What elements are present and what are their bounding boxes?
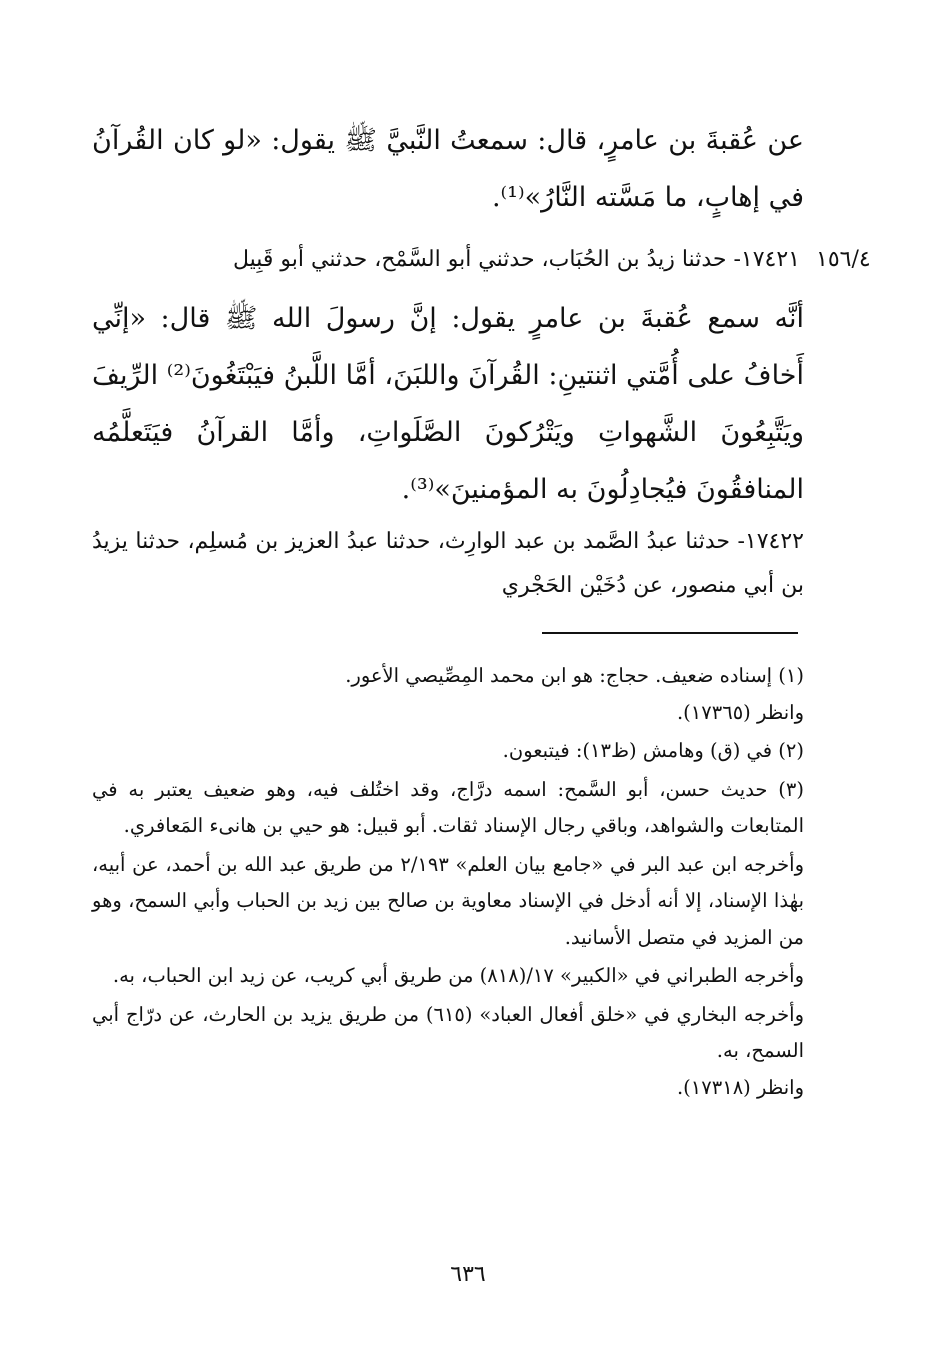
hadith-17421-isnad [100,236,800,284]
footnote-3-tabarani: وأخرجه الطبراني في «الكبير» ١٧/(٨١٨) من طريق أبي كريب، عن زيد ابن الحباب، به. [112,964,804,987]
footnotes [92,658,804,1106]
paragraph: ١٧٤٢٢- حدثنا عبدُ الصَّمد بن عبد الوارِث، حدثنا عبدُ العزيز بن مُسلِم، حدثنا يزيدُ بن أبي منصور، عن دُخَيْن الحَجْري [92,529,804,598]
footnote-3-see-also: وانظر (١٧٣١٨). [676,1075,804,1099]
footnote-1-see-also: وانظر (١٧٣٦٥). [676,700,804,724]
paragraph: ١٧٤٢١- حدثنا زيدُ بن الحُبَاب، حدثني أبو السَّمْح، حدثني أبو قَبِيل [232,247,800,272]
footnote-3: (٣) حديث حسن، أبو السَّمح: اسمه درَّاج، وقد اختُلف فيه، وهو ضعيف يعتبر به في المتابعات والشواهد، وباقي رجال الإسناد ثقات. أبو قبيل: هو حيي بن هانىء المَعافري. [92,777,804,837]
footnote-separator [542,632,798,634]
hadith-17421-text [92,290,804,518]
hadith-17422-isnad [92,520,804,608]
hadith-text-continued [92,112,804,226]
paragraph: عن عُقبةَ بن عامرٍ، قال: سمعتُ النَّبيَّ ﷺ يقول: «لو كان القُرآنُ في إهابٍ، ما مَسَّته النَّارُ»⁽¹⁾. [92,125,804,213]
page-number: ٦٣٦ [450,1262,486,1287]
footnote-3-bukhari: وأخرجه البخاري في «خلق أفعال العباد» (٦١٥) من طريق يزيد بن الحارث، عن درّاج أبي السمح، به. [92,1002,804,1062]
footnote-2: (٢) في (ق) وهامش (ظ١٣): فيتبعون. [502,739,804,762]
footnote-1: (١) إسناده ضعيف. حجاج: هو ابن محمد المِصِّيصي الأعور. [345,664,804,687]
margin-volume-page-reference: ١٥٦/٤ [816,247,871,272]
paragraph: أنَّه سمع عُقبةَ بن عامرٍ يقول: إنَّ رسولَ الله ﷺ قال: «إنِّي أَخافُ على أُمَّتي اثنتينِ: القُرآنَ واللبَنَ، أمَّا اللَّبنُ فيَبْتَغُونَ⁽²⁾ الرِّيفَ ويَتَّبِعُونَ الشَّهواتِ ويَتْرُكونَ الصَّلَواتِ، وأمَّا القرآنُ فيَتَعلَّمُه المنافقُونَ فيُجادِلُونَ به المؤمنينَ»⁽³⁾. [92,303,804,505]
footnote-3-ibn-abd-al-barr: وأخرجه ابن عبد البر في «جامع بيان العلم» ٢/١٩٣ من طريق عبد الله بن أحمد، عن أبيه، بهٰذا الإسناد، إلا أنه أدخل في الإسناد معاوية بن صالح بين زيد بن الحباب وأبي السمح، وهو من المزيد في متصل الأسانيد. [92,852,804,949]
